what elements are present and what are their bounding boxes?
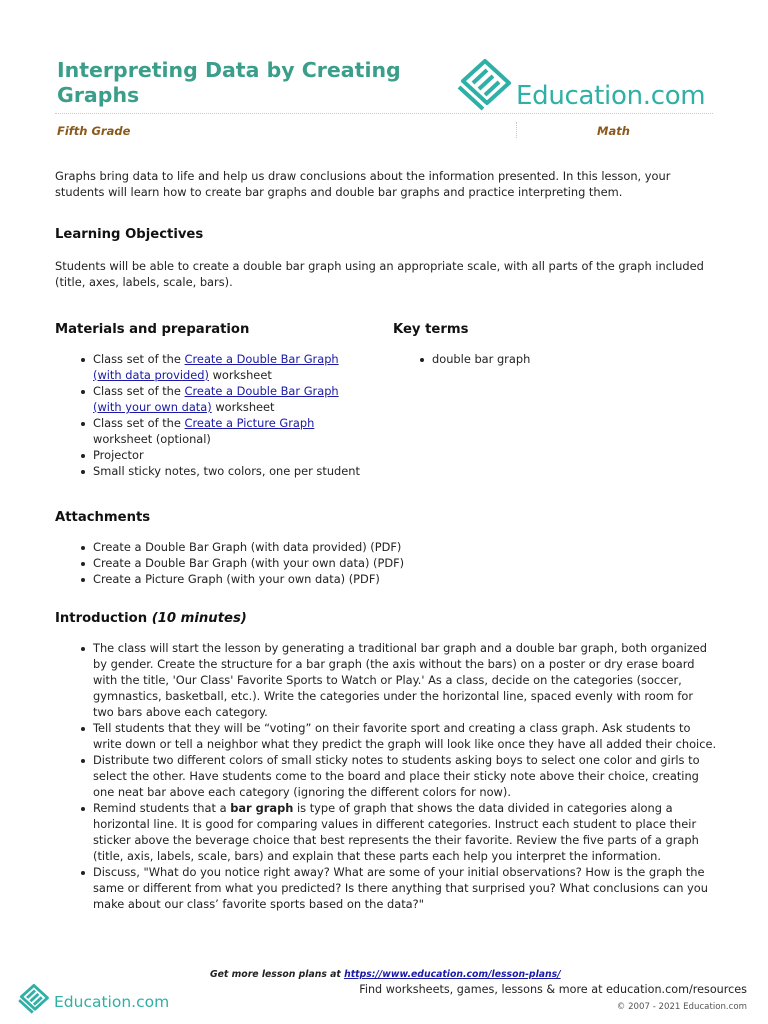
material-link-double-bar-own[interactable]: Create a Double Bar Graph (with your own data): [93, 384, 339, 414]
intro-paragraph: Graphs bring data to life and help us draw conclusions about the information presented. In this lesson, your students will learn how to create bar graphs and double bar graphs and practice interpreting them.: [55, 169, 671, 199]
header-divider: [55, 113, 713, 114]
list-item: double bar graph: [432, 351, 682, 367]
logo-stack-icon: [457, 57, 517, 113]
attachment-item[interactable]: Create a Picture Graph (with your own data) (PDF): [93, 571, 693, 587]
introduction-heading: Introduction (10 minutes): [55, 611, 247, 626]
education-logo[interactable]: [457, 57, 717, 113]
introduction-duration: (10 minutes): [151, 611, 247, 626]
footer-copyright: © 2007 - 2021 Education.com: [616, 1002, 747, 1012]
list-item: Discuss, "What do you notice right away? What are some of your initial observations? How is the graph the same or different from what you predicted? Is there anything that surprised you? What conclusions can you make about our class’ favorite sports based on the data?": [93, 864, 717, 912]
list-item: Class set of the Create a Double Bar Graph (with data provided) worksheet: [93, 351, 363, 383]
list-item: Distribute two different colors of small sticky notes to students asking boys to select one color and girls to select the other. Have students come to the board and place their sticky note above their choice, creating one neat bar above each category (ignoring the different colors for now).: [93, 752, 717, 800]
logo-wordmark: Education.com: [516, 81, 706, 111]
key-terms-list: [432, 351, 682, 367]
footer-logo-stack-icon: [18, 983, 52, 1015]
footer-logo-wordmark: Education.com: [54, 993, 170, 1011]
list-item: Class set of the Create a Picture Graph worksheet (optional): [93, 415, 363, 447]
material-link-picture-graph[interactable]: Create a Picture Graph: [184, 416, 315, 430]
objectives-heading: Learning Objectives: [55, 227, 204, 242]
materials-heading: Materials and preparation: [55, 322, 250, 337]
footer-lesson-plans-link[interactable]: https://www.education.com/lesson-plans/: [344, 969, 561, 980]
list-item: Projector: [93, 447, 363, 463]
attachment-item[interactable]: Create a Double Bar Graph (with your own data) (PDF): [93, 555, 693, 571]
subject-label: Math: [597, 124, 630, 138]
introduction-list: [93, 640, 717, 912]
list-item: The class will start the lesson by generating a traditional bar graph and a double bar graph, both organized by gender. Create the structure for a bar graph (the axis without the bars) on a poster or dry erase board with the title, 'Our Class' Favorite Sports to Watch or Play.' As a class, decide on the categories (soccer, gymnastics, basketball, etc.). Write the categories under the horizontal line, spaced evenly with room for two bars above each category.: [93, 640, 717, 720]
materials-list: [93, 351, 363, 479]
attachments-heading: Attachments: [55, 510, 151, 525]
list-item: Small sticky notes, two colors, one per student: [93, 463, 363, 479]
list-item: Tell students that they will be “voting” on their favorite sport and creating a class graph. Ask students to write down or tell a neighbor what they predict the graph will look like once they have all added their choice.: [93, 721, 717, 751]
page-title: Interpreting Data by Creating Graphs: [57, 58, 401, 107]
material-link-double-bar-data[interactable]: Create a Double Bar Graph (with data provided): [93, 352, 339, 382]
bar-graph-term: bar graph: [230, 801, 294, 815]
list-item: Remind students that a bar graph is type of graph that shows the data divided in categories along a horizontal line. It is good for comparing values in different categories. Instruct each student to place their sticker above the beverage choice that best represents the their favorite. Review the five parts of a graph (title, axis, labels, scale, bars) and explain that these parts each help you interpret the information.: [93, 800, 717, 864]
attachments-list: [93, 539, 693, 587]
footer-logo[interactable]: [18, 983, 168, 1015]
grade-label: Fifth Grade: [57, 124, 131, 138]
footer-more-lessons: Get more lesson plans at https://www.education.com/lesson-plans/: [210, 969, 561, 980]
objectives-text: Students will be able to create a double bar graph using an appropriate scale, with all parts of the graph included (title, axes, labels, scale, bars).: [55, 259, 704, 289]
attachment-item[interactable]: Create a Double Bar Graph (with data provided) (PDF): [93, 539, 693, 555]
footer-resources-text: Find worksheets, games, lessons & more at education.com/resources: [359, 983, 747, 996]
list-item: Class set of the Create a Double Bar Graph (with your own data) worksheet: [93, 383, 363, 415]
meta-divider: [516, 122, 517, 138]
key-terms-heading: Key terms: [393, 322, 469, 337]
